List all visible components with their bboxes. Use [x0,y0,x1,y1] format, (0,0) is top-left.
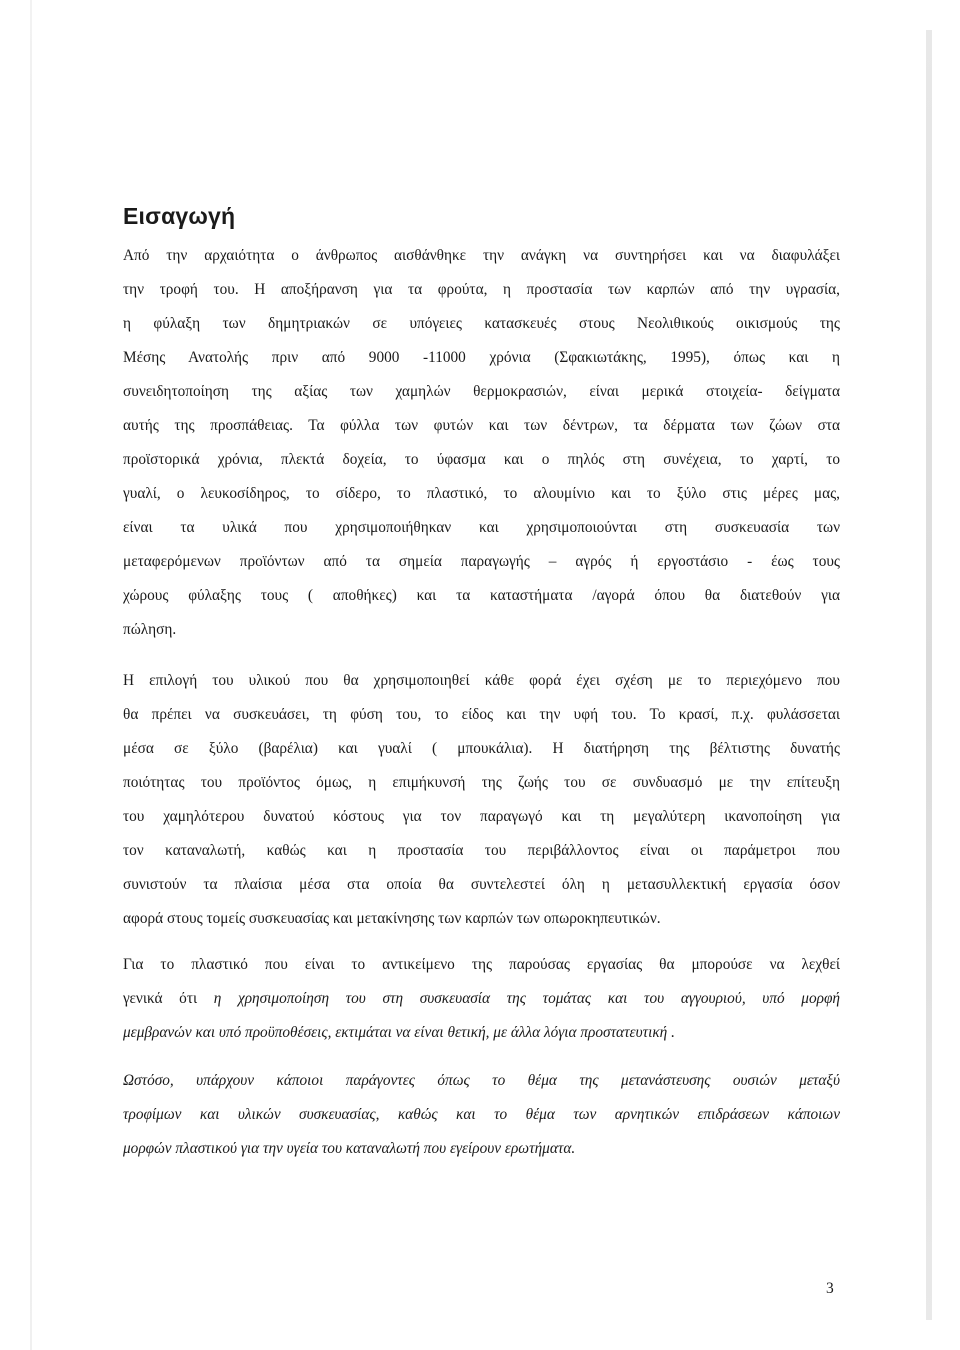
text-line: ποιότητας του προϊόντος όμως, η επιμήκυνσή της ζωής του σε συνδυασμό με την επίτευξη [123,774,840,791]
text-line: γυαλί, ο λευκοσίδηρος, το σίδερο, το πλαστικό, το αλουμίνιο και το ξύλο στις μέρες μας, [123,485,840,502]
text-line: αυτής της προσπάθειας. Τα φύλλα των φυτών και των δέντρων, τα δέρματα των ζώων στα [123,417,840,434]
text-line: προϊστορικά χρόνια, πλεκτά δοχεία, το ύφασμα και ο πηλός στη συνέχεια, το χαρτί, το [123,451,840,468]
text-line: τον καταναλωτή, καθώς και η προστασία του περιβάλλοντος είναι οι παράμετροι που [123,842,840,859]
text-line-italic: μεμβρανών και υπό προϋποθέσεις, εκτιμάται να είναι θετική, με άλλα λόγια προστατευτική . [123,1024,675,1041]
text-line: Από την αρχαιότητα ο άνθρωπος αισθάνθηκε την ανάγκη να συντηρήσει και να διαφυλάξει [123,247,840,264]
paragraph-3 [123,948,840,1050]
text-line: Ωστόσο, υπάρχουν κάποιοι παράγοντες όπως το θέμα της μετανάστευσης ουσιών μεταξύ [123,1072,840,1089]
paragraph-2 [123,664,840,936]
text-line: η φύλαξη των δημητριακών σε υπόγειες κατασκευές στους Νεολιθικούς οικισμούς της [123,315,840,332]
text-line: Μέσης Ανατολής πριν από 9000 -11000 χρόνια (Σφακιωτάκης, 1995), όπως και η [123,349,840,366]
scan-edge-left [30,0,32,1350]
text-line: μορφών πλαστικού για την υγεία του καταναλωτή που εγείρουν ερωτήματα. [123,1140,576,1157]
text-line: μέσα σε ξύλο (βαρέλια) και γυαλί ( μπουκάλια). Η διατήρηση της βέλτιστης δυνατής [123,740,840,757]
text-line: συνιστούν τα πλαίσια μέσα στα οποία θα συντελεστεί όλη η μετασυλλεκτική εργασία όσον [123,876,840,893]
scan-edge-right [926,30,932,1320]
text-line: την τροφή του. Η αποξήρανση για τα φρούτα, η προστασία των καρπών από την υγρασία, [123,281,840,298]
text-line: θα πρέπει να συσκευάσει, τη φύση του, το είδος και την υφή του. Το κρασί, π.χ. φυλάσσεται [123,706,840,723]
text-line: πώληση. [123,621,177,638]
section-heading: Εισαγωγή [123,203,236,229]
page-number: 3 [826,1280,834,1297]
text-line: τροφίμων και υλικών συσκευασίας, καθώς και το θέμα των αρνητικών επιδράσεων κάποιων [123,1106,840,1123]
paragraph-1 [123,239,840,647]
italic-phrase: η χρησιμοποίηση του στη συσκευασία της τομάτας και του αγγουριού, υπό μορφή [213,990,840,1007]
text-line: του χαμηλότερου δυνατού κόστους για τον παραγωγό και τη μεγαλύτερη ικανοποίηση για [123,808,840,825]
text-line: αφορά στους τομείς συσκευασίας και μετακίνησης των καρπών των οπωροκηπευτικών. [123,910,661,927]
text-line: μεταφερόμενων προϊόντων από τα σημεία παραγωγής – αγρός ή εργοστάσιο - έως τους [123,553,840,570]
text-line: χώρους φύλαξης τους ( αποθήκες) και τα καταστήματα /αγορά όπου θα διατεθούν για [123,587,840,604]
text-line: Η επιλογή του υλικού που θα χρησιμοποιηθεί κάθε φορά έχει σχέση με το περιεχόμενο που [123,672,840,689]
paragraph-4 [123,1064,840,1166]
text-line: συνειδητοποίηση της αξίας των χαμηλών θερμοκρασιών, είναι μερικά στοιχεία- δείγματα [123,383,840,400]
text-line: είναι τα υλικά που χρησιμοποιήθηκαν και χρησιμοποιούνται στη συσκευασία των [123,519,840,536]
text-line: Για το πλαστικό που είναι το αντικείμενο της παρούσας εργασίας θα μπορούσε να λεχθεί [123,956,840,973]
text-line-italic-mixed: γενικά ότι η χρησιμοποίηση του στη συσκευασία της τομάτας και του αγγουριού, υπό μορφή [123,990,840,1007]
